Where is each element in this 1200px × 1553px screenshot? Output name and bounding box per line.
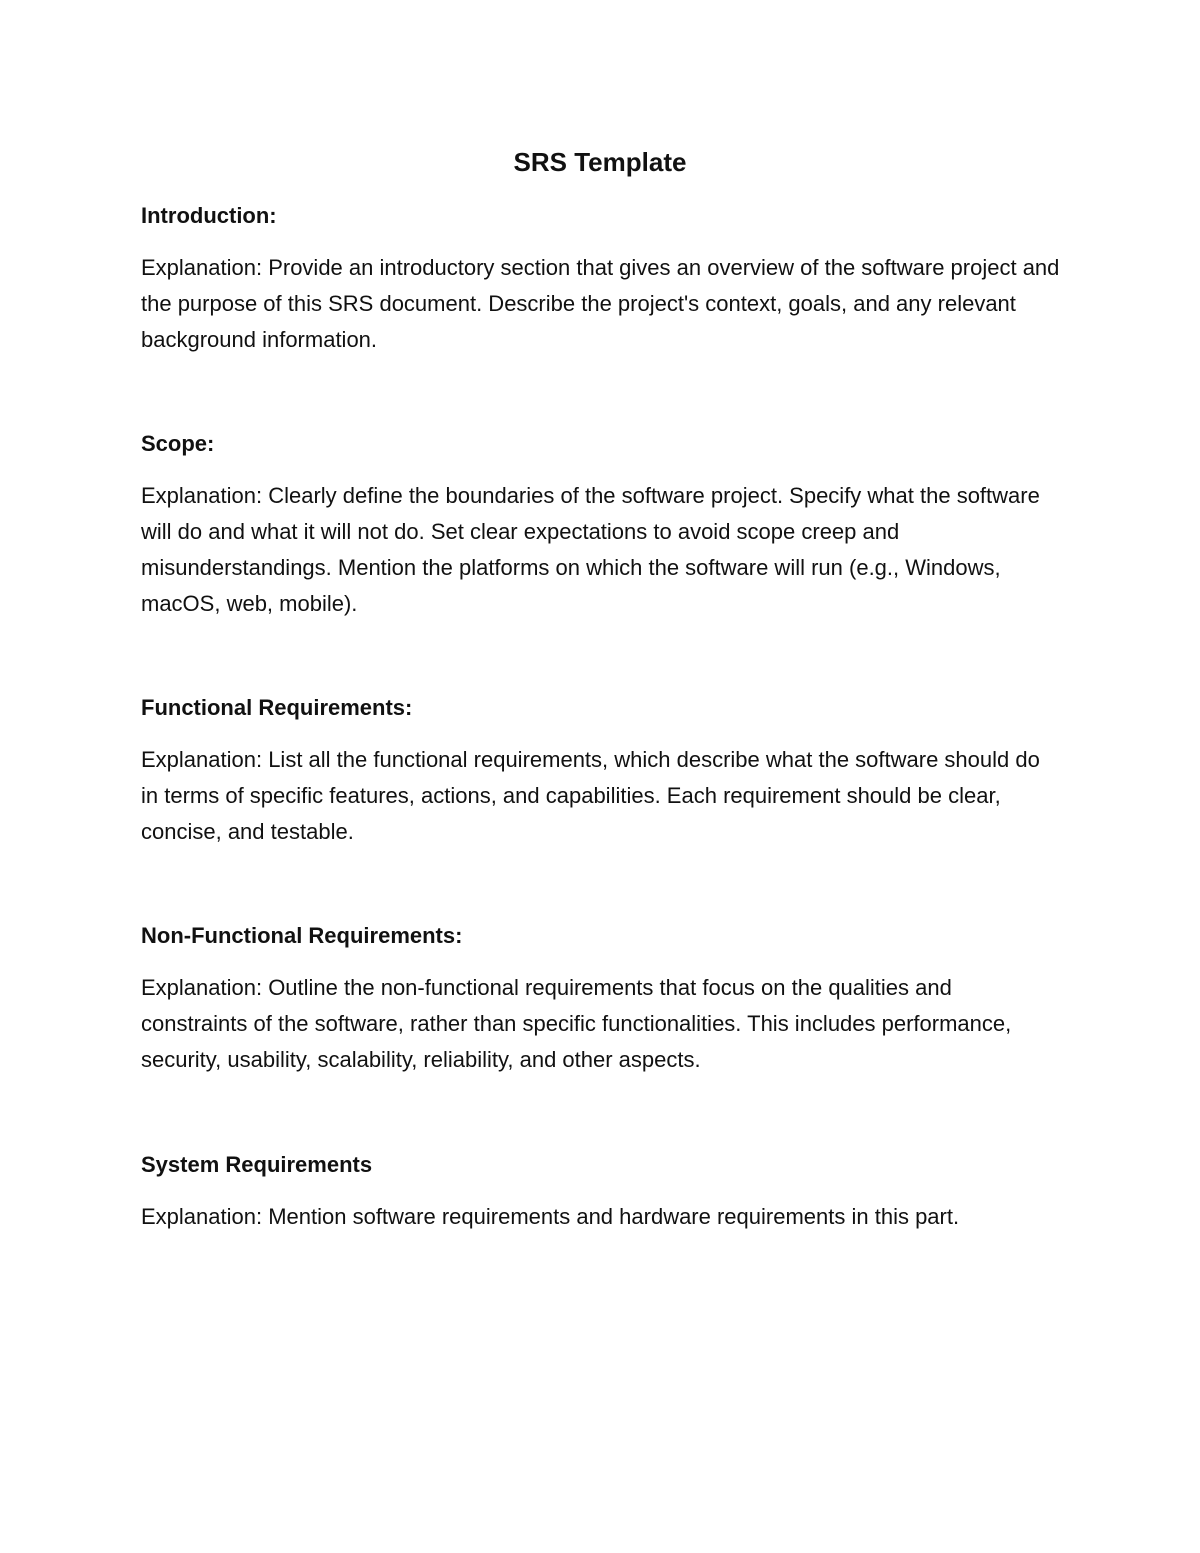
section-heading: Introduction:	[141, 203, 277, 228]
section-body: Explanation: Mention software requirements and hardware requirements in this part.	[141, 1204, 960, 1229]
section-body: Explanation: Provide an introductory section that gives an overview of the software project and the purpose of this SRS document. Describe the project's context, goals, and any relevant background information.	[141, 255, 1060, 352]
section-non-functional-requirements	[141, 918, 1061, 1078]
section-scope	[141, 426, 1061, 622]
section-body: Explanation: Clearly define the boundaries of the software project. Specify what the software will do and what it will not do. Set clear expectations to avoid scope creep and misunderstandings. Mention the platforms on which the software will run (e.g., Windows, macOS, web, mobile).	[141, 483, 1040, 616]
section-heading: Non-Functional Requirements:	[141, 923, 463, 948]
section-introduction	[141, 198, 1061, 358]
section-body: Explanation: Outline the non-functional requirements that focus on the qualities and constraints of the software, rather than specific functionalities. This includes performance, security, usability, scalability, reliability, and other aspects.	[141, 975, 1012, 1072]
section-heading: Scope:	[141, 431, 215, 456]
section-heading: System Requirements	[141, 1152, 373, 1177]
section-heading: Functional Requirements:	[141, 695, 413, 720]
document-title: SRS Template	[513, 147, 687, 177]
section-functional-requirements	[141, 690, 1061, 850]
section-system-requirements	[141, 1147, 1061, 1235]
document-content	[141, 144, 1061, 1229]
section-body: Explanation: List all the functional requirements, which describe what the software should do in terms of specific features, actions, and capabilities. Each requirement should be clear, concise, and testable.	[141, 747, 1040, 844]
